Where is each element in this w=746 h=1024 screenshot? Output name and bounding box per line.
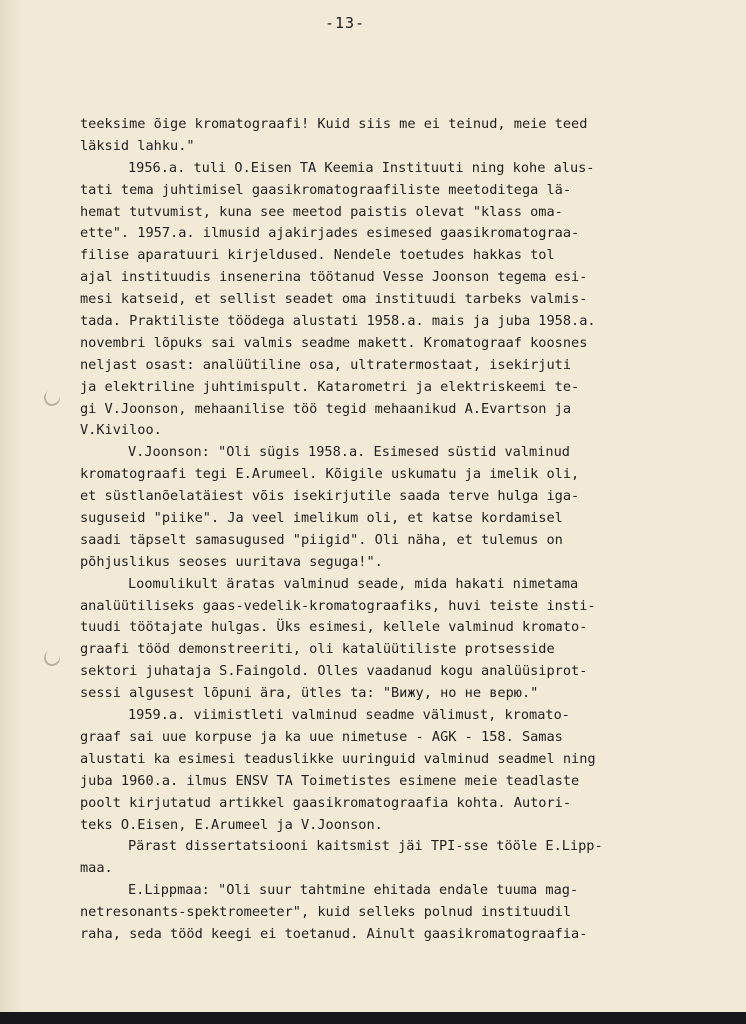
text-line: Loomulikult äratas valminud seade, mida hakati nimetama (128, 575, 579, 592)
text-line: tuudi töötajate hulgas. Üks esimesi, kellele valminud kromato- (80, 619, 588, 636)
text-line: graaf sai uue korpuse ja ka uue nimetuse - AGK - 158. Samas (80, 728, 563, 745)
punch-hole-mark (42, 388, 63, 409)
text-line: ajal instituudis insenerina töötanud Vesse Joonson tegema esi- (80, 269, 588, 286)
text-line: Pärast dissertatsiooni kaitsmist jäi TPI-sse tööle E.Lipp- (128, 838, 603, 855)
text-line: mesi katseid, et sellist seadet oma instituudi tarbeks valmis- (80, 291, 588, 308)
text-line: neljast osast: analüütiline osa, ultratermostaat, isekirjuti (80, 356, 572, 373)
page-left-edge (0, 0, 22, 1012)
text-line: ja elektriline juhtimispult. Katarometri ja elektriskeemi te- (80, 378, 580, 395)
text-line: et süstlanõelatäiest võis isekirjutile saada terve hulga iga- (80, 488, 580, 505)
text-line: maa. (80, 860, 113, 877)
text-line: kromatograafi tegi E.Arumeel. Kõigile uskumatu ja imelik oli, (80, 466, 580, 483)
text-line: analüütiliseks gaas-vedelik-kromatograafiks, huvi teiste insti- (80, 597, 596, 614)
text-line: netresonants-spektromeeter", kuid selleks polnud instituudil (80, 904, 572, 921)
text-line: V.Kiviloo. (80, 422, 162, 439)
text-line: E.Lippmaa: "Oli suur tahtmine ehitada endale tuuma mag- (128, 882, 579, 899)
text-line: novembri lõpuks sai valmis seadme makett. Kromatograaf koosnes (80, 334, 588, 351)
text-line: teks O.Eisen, E.Arumeel ja V.Joonson. (80, 816, 383, 833)
scan-bottom-edge (0, 1012, 746, 1024)
punch-hole-mark (42, 648, 63, 669)
text-line: gi V.Joonson, mehaanilise töö tegid mehaanikud A.Evartson ja (80, 400, 572, 417)
text-line: 1959.a. viimistleti valminud seadme välimust, kromato- (128, 707, 570, 724)
text-line: ette". 1957.a. ilmusid ajakirjades esimesed gaasikromatograa- (80, 225, 580, 242)
text-line: saadi täpselt samasugused "piigid". Oli näha, et tulemus on (80, 531, 563, 548)
text-line: alustati ka esimesi teaduslikke uuringuid valminud seadmel ning (80, 750, 596, 767)
page-number: -13- (324, 14, 366, 32)
text-line: läksid lahku." (80, 137, 195, 154)
text-line: sektori juhataja S.Faingold. Olles vaadanud kogu analüüsiprot- (80, 663, 588, 680)
text-line: teeksime õige kromatograafi! Kuid siis me ei teinud, meie teed (80, 116, 588, 132)
text-line: V.Joonson: "Oli sügis 1958.a. Esimesed süstid valminud (128, 444, 570, 461)
text-line: tati tema juhtimisel gaasikromatograafiliste meetoditega lä- (80, 181, 572, 198)
text-line: juba 1960.a. ilmus ENSV TA Toimetistes esimene meie teadlaste (80, 772, 580, 789)
body-text (80, 114, 660, 946)
text-line: suguseid "piike". Ja veel imelikum oli, et katse kordamisel (80, 510, 563, 527)
text-line: 1956.a. tuli O.Eisen TA Keemia Instituuti ning kohe alus- (128, 159, 595, 176)
text-line: põhjuslikus seoses uuritava seguga!". (80, 553, 383, 570)
text-line: tada. Praktiliste töödega alustati 1958.a. mais ja juba 1958.a. (80, 313, 596, 330)
text-line: poolt kirjutatud artikkel gaasikromatograafia kohta. Autori- (80, 794, 572, 811)
text-line: raha, seda tööd keegi ei toetanud. Ainult gaasikromatograafia- (80, 925, 588, 942)
text-line: hemat tutvumist, kuna see meetod paistis olevat "klass oma- (80, 203, 563, 220)
text-line: filise aparatuuri kirjeldused. Nendele toetudes hakkas tol (80, 247, 555, 264)
text-line: graafi tööd demonstreeriti, oli katalüütiliste protsesside (80, 641, 555, 658)
text-line: sessi algusest lõpuni ära, ütles ta: "Вижу, но не верю." (80, 685, 539, 702)
